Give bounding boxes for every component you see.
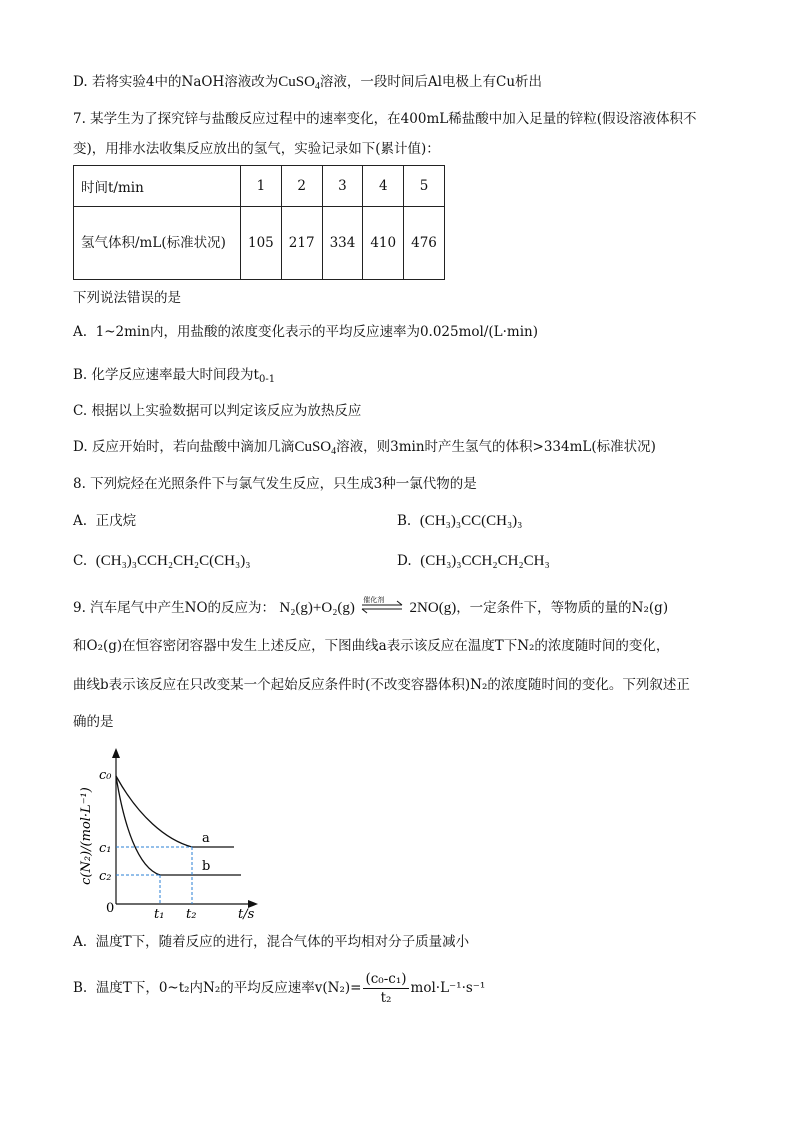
q7-option-d [73, 437, 656, 457]
option-prefix: A. [73, 513, 88, 529]
option-prefix: B. [397, 513, 412, 529]
q9-option-a [73, 932, 469, 952]
x-axis-label: t/s [238, 907, 255, 922]
rate-unit: mol·L⁻¹·s⁻¹ [410, 980, 486, 996]
fraction-numerator: (c₀-c₁) [365, 971, 407, 987]
curve-a-label: a [202, 831, 210, 846]
fraction [363, 970, 408, 1007]
table-cell: 1 [241, 166, 282, 207]
q7-data-table [73, 165, 445, 280]
table-cell: 217 [281, 207, 322, 280]
option-prefix: B. [73, 980, 88, 996]
table-cell: 4 [363, 166, 404, 207]
label-c0: c₀ [99, 768, 112, 783]
option-formula: (CH₃)₃CCH₂CH₂CH₃ [420, 553, 550, 569]
q7-option-b [73, 365, 275, 385]
table-cell: 476 [404, 207, 445, 280]
q8-stem: 8. 下列烷烃在光照条件下与氯气发生反应，只生成3种一氯代物的是 [73, 476, 477, 492]
equation-left: N₂(g)+O₂(g) [279, 600, 355, 616]
q7-question: 下列说法错误的是 [73, 290, 181, 306]
label-t2: t₂ [186, 907, 197, 922]
q8-option-a [73, 511, 136, 531]
q6-option-d [73, 72, 542, 92]
label-t1: t₁ [154, 907, 165, 922]
option-subscript: 0-1 [258, 374, 276, 385]
table-header-volume: 氢气体积/mL(标准状况) [74, 207, 241, 280]
concentration-time-graph [66, 744, 266, 922]
equation-right: 2NO(g) [409, 600, 457, 616]
table-cell: 410 [363, 207, 404, 280]
option-text: 1~2min内，用盐酸的浓度变化表示的平均反应速率为0.025mol/(L·min) [95, 324, 538, 340]
q8-option-b [397, 511, 522, 531]
q7-stem-line1: 7. 某学生为了探究锌与盐酸反应过程中的速率变化，在400mL稀盐酸中加入足量的锌粒(假设溶液体积不 [73, 111, 697, 127]
q7-option-a [73, 322, 538, 342]
formula: CuSO$_4$ [278, 74, 320, 92]
q7-stem-line2: 变)，用排水法收集反应放出的氢气，实验记录如下(累计值)： [73, 141, 440, 157]
option-text: 化学反应速率最大时间段为t [91, 367, 259, 383]
curve-a [116, 776, 234, 847]
option-prefix: A. [73, 934, 88, 950]
catalyst-label: 催化剂 [363, 596, 385, 604]
table-header-time: 时间t/min [74, 166, 241, 207]
fraction-denominator: t₂ [380, 990, 392, 1006]
option-prefix: C. [73, 403, 88, 419]
option-text: 根据以上实验数据可以判定该反应为放热反应 [91, 403, 362, 419]
curve-b [116, 776, 241, 875]
table-cell: 105 [241, 207, 282, 280]
y-axis-label: c(N₂)/(mol·L⁻¹) [79, 787, 94, 885]
y-axis-arrow-icon [112, 748, 120, 758]
label-c2: c₂ [99, 869, 112, 884]
q9-stem-line2: 和O₂(g)在恒容密闭容器中发生上述反应，下图曲线a表示该反应在温度T下N₂的浓度随时间的变化， [73, 638, 670, 654]
option-text: 溶液，一段时间后Al电极上有Cu析出 [319, 74, 543, 90]
option-formula: (CH₃)₃CC(CH₃)₃ [419, 513, 523, 529]
q9-stem-line3: 曲线b表示该反应在只改变某一个起始反应条件时(不改变容器体积)N₂的浓度随时间的变化。下列叙述正 [73, 677, 690, 693]
q8-option-c [73, 551, 250, 571]
option-text: 反应开始时，若向盐酸中滴加几滴 [91, 439, 295, 455]
table-cell: 334 [322, 207, 363, 280]
option-text: 若将实验4中的NaOH溶液改为 [91, 74, 279, 90]
q7-option-c [73, 401, 361, 421]
table-cell: 3 [322, 166, 363, 207]
q9-stem-line1 [73, 594, 668, 618]
formula: CuSO$_4$ [294, 439, 337, 457]
option-prefix: C. [73, 553, 88, 569]
option-text: 正戊烷 [95, 513, 137, 529]
table-row [74, 207, 445, 280]
label-origin: 0 [106, 901, 115, 916]
table-cell: 2 [281, 166, 322, 207]
option-prefix: D. [73, 74, 88, 90]
option-text: 温度T下，0~t₂内N₂的平均反应速率v(N₂)= [95, 980, 362, 996]
curve-b-label: b [202, 859, 211, 874]
option-formula: (CH₃)₃CCH₂CH₂C(CH₃)₃ [95, 553, 251, 569]
option-prefix: B. [73, 367, 88, 383]
option-text: 溶液，则3min时产生氢气的体积>334mL(标准状况) [336, 439, 656, 455]
option-prefix: A. [73, 324, 88, 340]
reversible-arrow-icon [359, 594, 405, 616]
table-cell: 5 [404, 166, 445, 207]
q8-option-d [397, 551, 550, 571]
table-row [74, 166, 445, 207]
option-text: 温度T下，随着反应的进行，混合气体的平均相对分子质量减小 [95, 934, 470, 950]
q9-stem-line4: 确的是 [73, 714, 114, 730]
q9-option-b [73, 968, 485, 1008]
option-prefix: D. [73, 439, 88, 455]
label-c1: c₁ [99, 841, 112, 856]
stem-text: ，一定条件下，等物质的量的N₂(g) [456, 600, 669, 616]
stem-text: 9. 汽车尾气中产生NO的反应为： [73, 600, 276, 616]
option-prefix: D. [397, 553, 412, 569]
